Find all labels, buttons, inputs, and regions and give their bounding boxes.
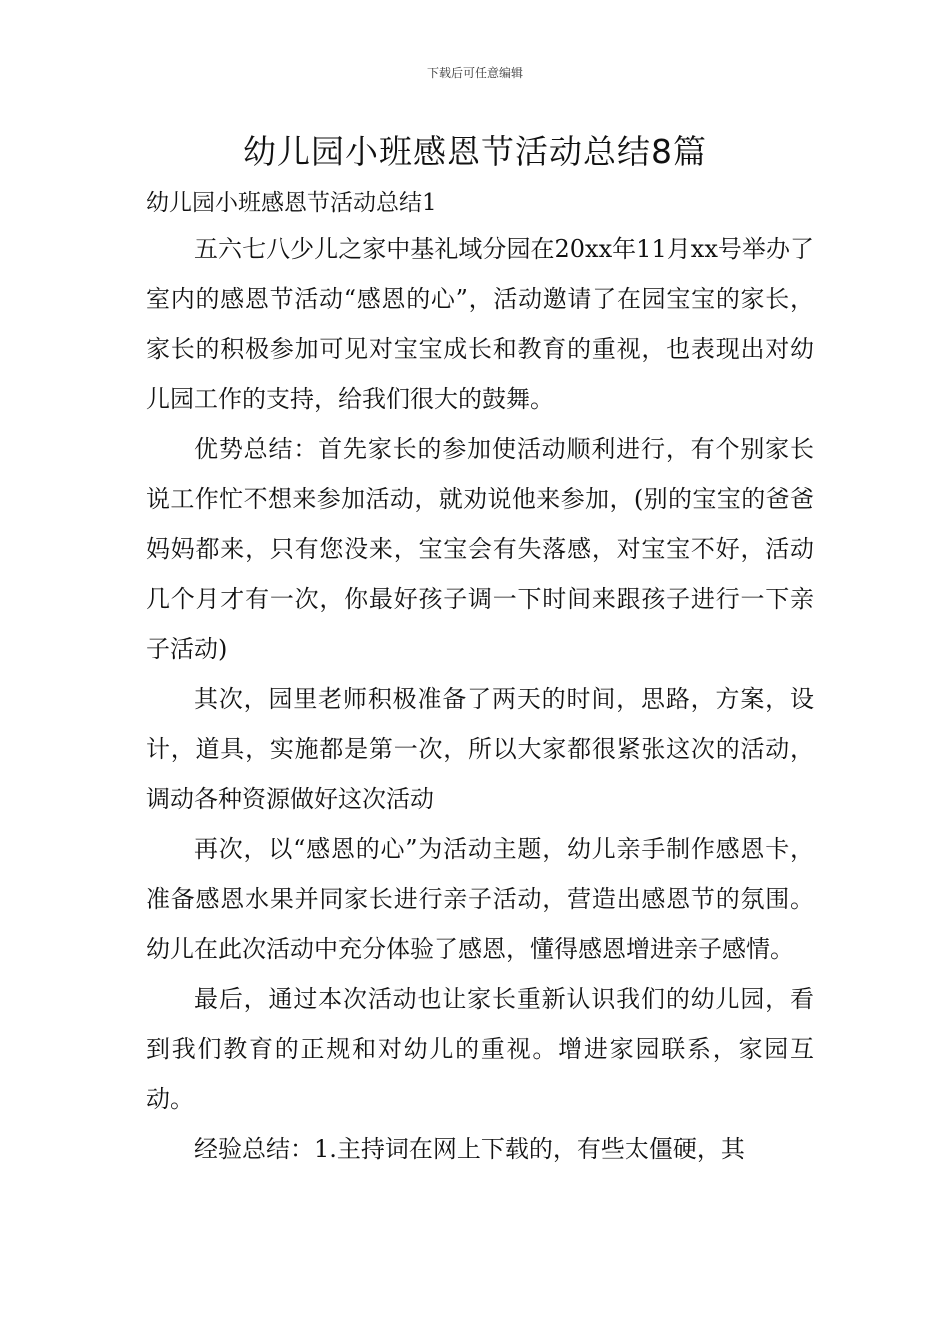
- paragraph-2: 优势总结：首先家长的参加使活动顺利进行，有个别家长说工作忙不想来参加活动，就劝说他来参加，(别的宝宝的爸爸妈妈都来，只有您没来，宝宝会有失落感，对宝宝不好，活动几个月才有一次，你最好孩子调一下时间来跟孩子进行一下亲子活动): [146, 435, 814, 663]
- paragraph-4: 再次，以“感恩的心”为活动主题，幼儿亲手制作感恩卡，准备感恩水果并同家长进行亲子活动，营造出感恩节的氛围。幼儿在此次活动中充分体验了感恩，懂得感恩增进亲子感情。: [146, 835, 814, 963]
- paragraph-1: 五六七八少儿之家中基礼域分园在20xx年11月xx号举办了室内的感恩节活动“感恩的心”，活动邀请了在园宝宝的家长，家长的积极参加可见对宝宝成长和教育的重视，也表现出对幼儿园工作的支持，给我们很大的鼓舞。: [146, 235, 814, 413]
- document-title: 幼儿园小班感恩节活动总结8篇: [243, 132, 707, 171]
- header-note: 下载后可任意编辑: [426, 66, 523, 80]
- paragraph-6: 经验总结：1.主持词在网上下载的，有些太僵硬，其: [194, 1135, 745, 1163]
- paragraph-3: 其次，园里老师积极准备了两天的时间，思路，方案，设计，道具，实施都是第一次，所以大家都很紧张这次的活动，调动各种资源做好这次活动: [146, 685, 814, 813]
- section-heading: 幼儿园小班感恩节活动总结1: [146, 190, 437, 216]
- body-text: [146, 224, 814, 1174]
- paragraph-5: 最后，通过本次活动也让家长重新认识我们的幼儿园，看到我们教育的正规和对幼儿的重视。增进家园联系，家园互动。: [146, 985, 814, 1113]
